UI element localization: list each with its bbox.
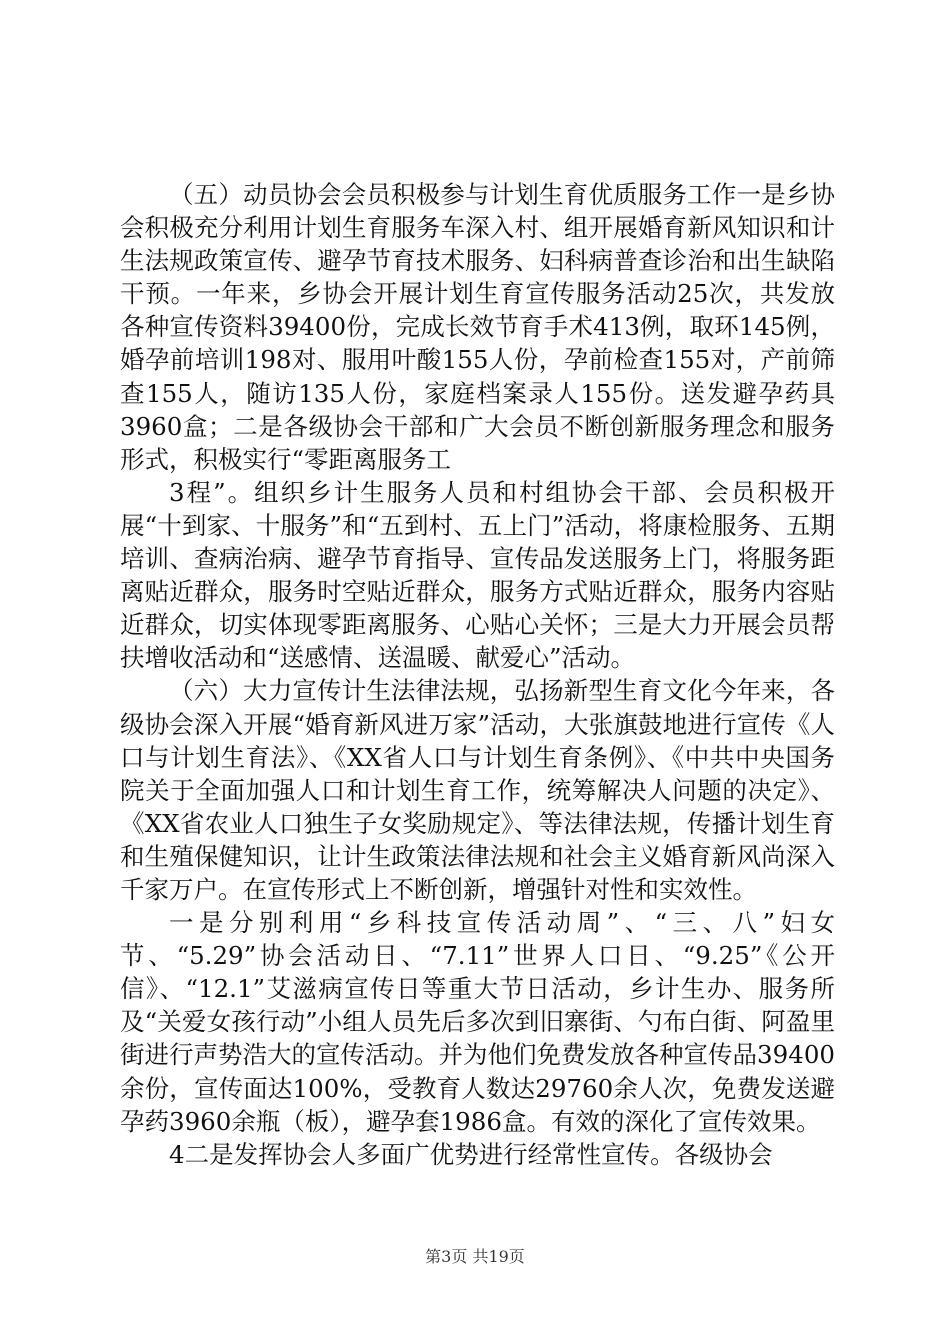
page-number-footer: 第3页 共19页 xyxy=(425,1247,525,1266)
paragraph-item-1: 一是分别利用“乡科技宣传活动周”、“三、八”妇女节、“5.29”协会活动日、“7.11”世界人口日、“9.25”《公开信》、“12.1”艾滋病宣传日等重大节日活动，乡计生办、服务所及“关爱女孩行动”小组人员先后多次到旧寨街、勺布白街、阿盈里街进行声势浩大的宣传活动。并为他们免费发放各种宣传品39400余份，宣传面达100%，受教育人数达29760余人次，免费发送避孕药3960余瓶（板），避孕套1986盒。有效的深化了宣传效果。 xyxy=(120,908,835,1136)
paragraph-item-2: 4二是发挥协会人多面广优势进行经常性宣传。各级协会 xyxy=(169,1139,773,1169)
paragraph-section-6: （六）大力宣传计生法律法规，弘扬新型生育文化今年来，各级协会深入开展“婚育新风进万家”活动，大张旗鼓地进行宣传《人口与计划生育法》、《XX省人口与计划生育条例》、《中共中央国务院关于全面加强人口和计划生育工作，统筹解决人问题的决定》、《XX省农业人口独生子女奖励规定》、等法律法规，传播计划生育和生殖保健知识，让计生政策法律法规和社会主义婚育新风尚深入千家万户。在宣传形式上不断创新，增强针对性和实效性。 xyxy=(120,676,835,904)
paragraph-section-5: （五）动员协会会员积极参与计划生育优质服务工作一是乡协会积极充分利用计划生育服务车深入村、组开展婚育新风知识和计生法规政策宣传、避孕节育技术服务、妇科病普查诊治和出生缺陷干预。一年来，乡协会开展计划生育宣传服务活动25次，共发放各种宣传资料39400份，完成长效节育手术413例，取环145例，婚孕前培训198对、服用叶酸155人份，孕前检查155对，产前筛查155人，随访135人份，家庭档案录人155份。送发避孕药具3960盒；二是各级协会干部和广大会员不断创新服务理念和服务形式，积极实行“零距离服务工 xyxy=(120,180,835,474)
document-body xyxy=(120,178,835,1171)
paragraph-zero-distance: 3程”。组织乡计生服务人员和村组协会干部、会员积极开展“十到家、十服务”和“五到村、五上门”活动，将康检服务、五期培训、查病治病、避孕节育指导、宣传品发送服务上门，将服务距离贴近群众，服务时空贴近群众，服务方式贴近群众，服务内容贴近群众，切实体现零距离服务、心贴心关怀；三是大力开展会员帮扶增收活动和“送感情、送温暖、献爱心”活动。 xyxy=(120,477,835,673)
